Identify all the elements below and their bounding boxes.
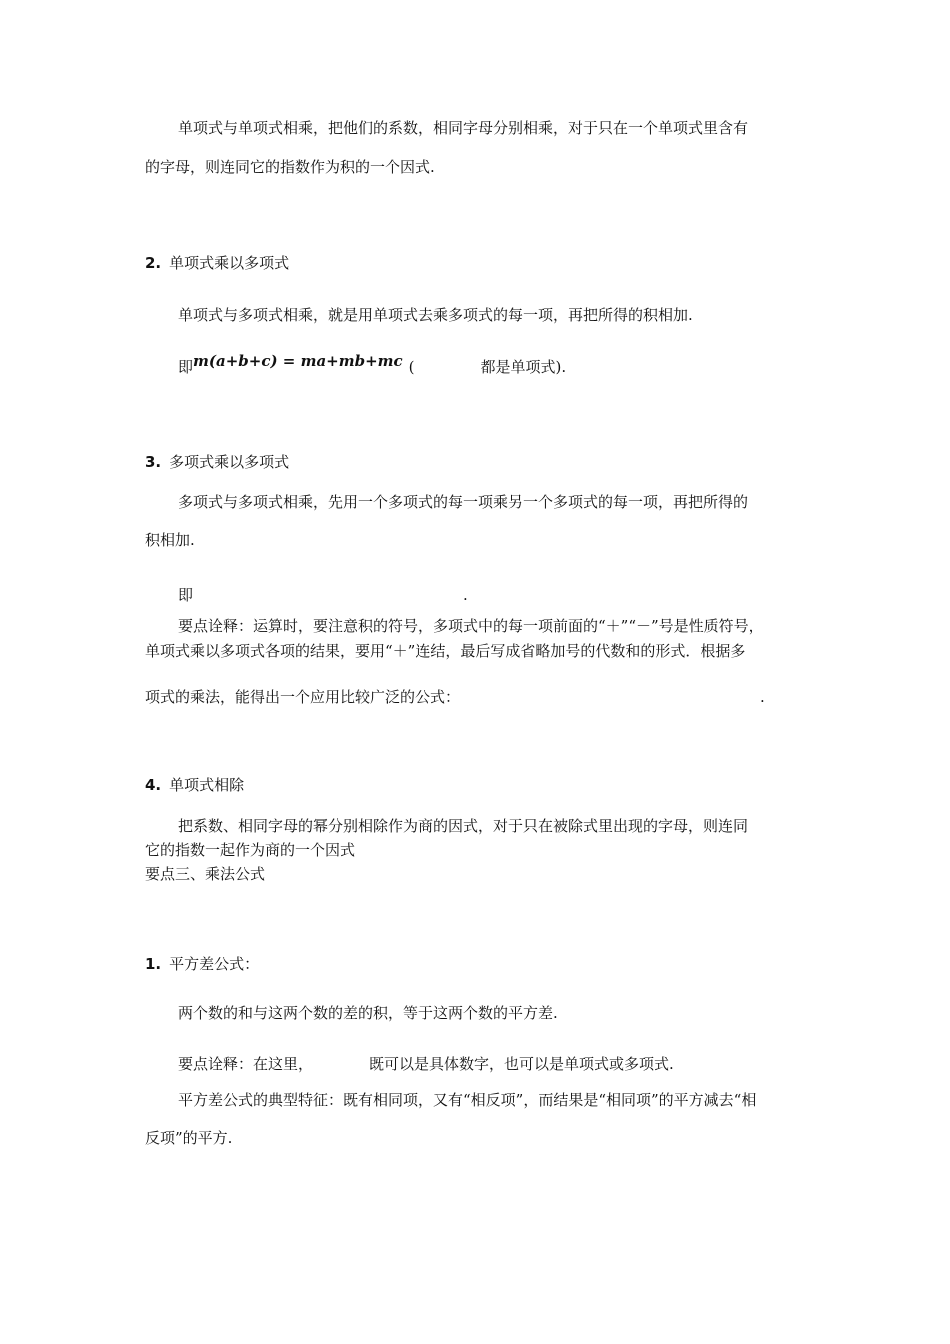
section3-ji-end: . (463, 586, 468, 604)
section1-para-line2: 的字母，则连同它的指数作为积的一个因式. (145, 158, 435, 176)
section2-ji-line (178, 352, 567, 377)
section4-para-line1: 把系数、相同字母的幂分别相除作为商的因式，对于只在被除式里出现的字母，则连同 (178, 817, 749, 835)
section5-feature-line2: 反项”的平方. (145, 1129, 233, 1147)
section3-title: 多项式乘以多项式 (169, 453, 290, 471)
section3-note-line2: 单项式乘以多项式各项的结果，要用“＋”连结，最后写成省略加号的代数和的形式．根据多 (145, 642, 746, 660)
section5-title: 平方差公式： (169, 955, 260, 973)
section4-heading (145, 775, 244, 795)
section2-number: 2. (145, 254, 162, 272)
section2-paren-open: ( (408, 358, 415, 376)
section1-para-line1: 单项式与单项式相乘，把他们的系数，相同字母分别相乘，对于只在一个单项式里含有 (178, 119, 749, 137)
section5-note-suffix: 既可以是具体数字，也可以是单项式或多项式. (369, 1055, 674, 1073)
section5-para: 两个数的和与这两个数的差的积，等于这两个数的平方差. (178, 1004, 558, 1022)
section3-note-line3: 项式的乘法，能得出一个应用比较广泛的公式： (145, 688, 461, 706)
section5-number: 1. (145, 955, 162, 973)
section5-feature-line1: 平方差公式的典型特征：既有相同项，又有“相反项”，而结果是“相同项”的平方减去“相 (178, 1091, 757, 1109)
section4-title: 单项式相除 (169, 776, 245, 794)
section5-note-prefix: 要点诠释：在这里， (178, 1055, 314, 1073)
section2-para: 单项式与多项式相乘，就是用单项式去乘多项式的每一项，再把所得的积相加. (178, 306, 693, 324)
section3-para-line1: 多项式与多项式相乘，先用一个多项式的每一项乘另一个多项式的每一项，再把所得的 (178, 493, 749, 511)
section2-heading (145, 253, 289, 273)
section4-next-heading: 要点三、乘法公式 (145, 865, 266, 883)
section5-note-line (178, 1054, 674, 1074)
section3-para-line2: 积相加. (145, 531, 195, 549)
section4-number: 4. (145, 776, 162, 794)
section3-heading (145, 452, 289, 472)
section4-para-line2: 它的指数一起作为商的一个因式 (145, 841, 356, 859)
section3-note-line1: 要点诠释：运算时，要注意积的符号，多项式中的每一项前面的“＋”“－”号是性质符号， (178, 617, 764, 635)
section2-ji-prefix: 即 (178, 358, 194, 376)
section2-title: 单项式乘以多项式 (169, 254, 290, 272)
section2-suffix: 都是单项式). (480, 358, 567, 376)
section3-ji-prefix: 即 (178, 586, 194, 604)
section5-heading (145, 954, 259, 974)
section3-number: 3. (145, 453, 162, 471)
section3-note-line3-end: . (760, 688, 765, 706)
section2-formula: m(a+b+c) = ma+mb+mc (193, 352, 403, 370)
